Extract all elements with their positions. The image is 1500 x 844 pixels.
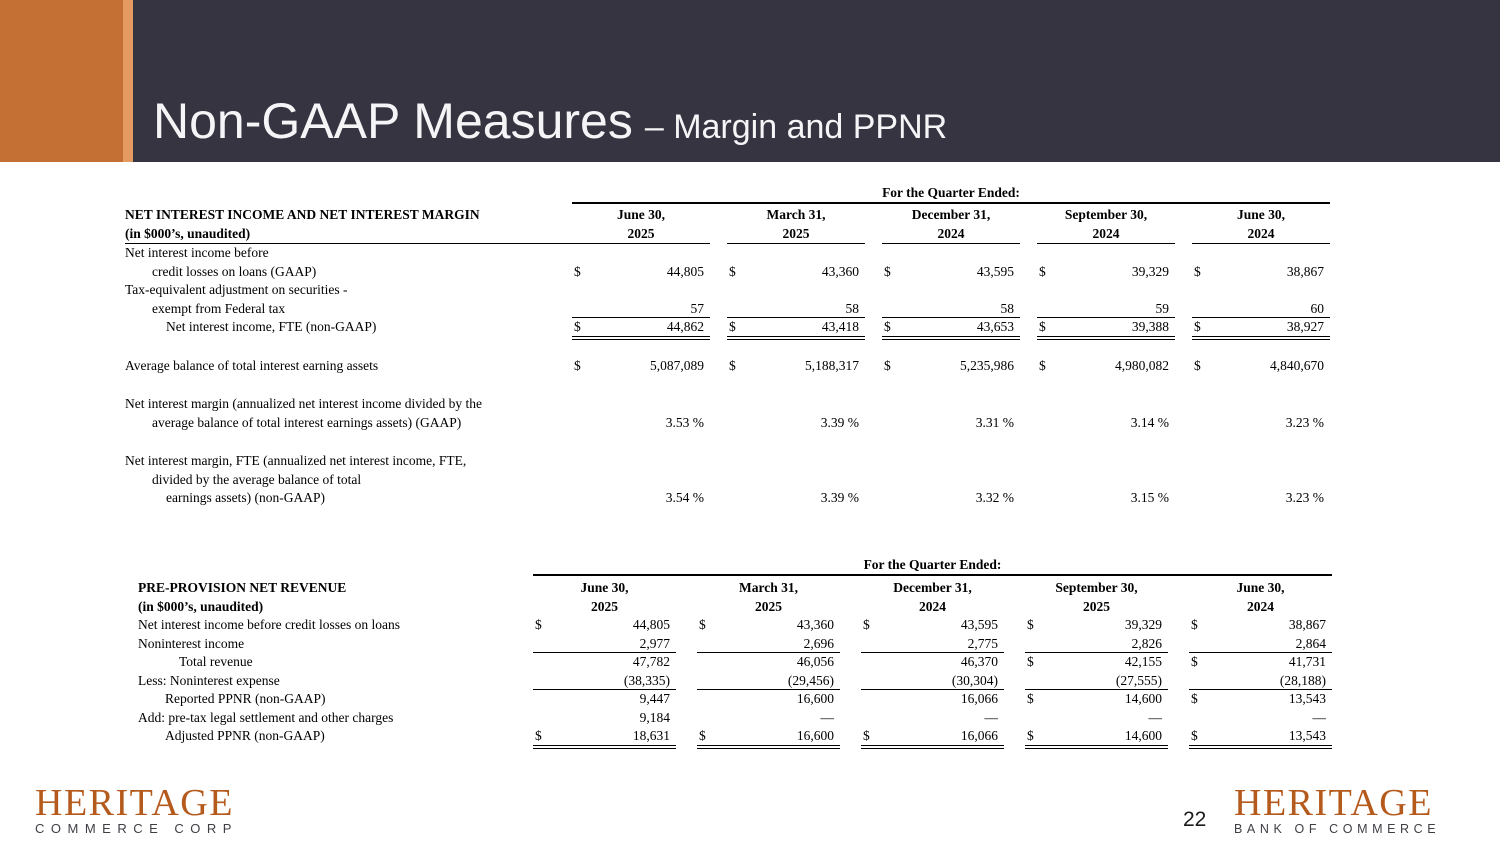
column-header-line: September 30, <box>1064 207 1148 222</box>
table-header-row <box>138 576 1332 616</box>
cell-value: 16,066 <box>960 691 998 706</box>
row-label: Noninterest income <box>138 635 245 651</box>
slide-header <box>0 0 1500 162</box>
value-cell <box>727 300 865 319</box>
column-header-line: 2024 <box>919 598 946 614</box>
table-title-line: (in $000’s, unaudited) <box>138 598 264 614</box>
column-header-line: 2024 <box>1247 598 1274 614</box>
value-cell <box>727 395 865 414</box>
cell-value: 39,329 <box>1124 617 1162 632</box>
row-label: Add: pre-tax legal settlement and other charges <box>138 709 394 725</box>
column-header <box>882 204 1020 244</box>
cell-value: 38,867 <box>1286 263 1324 279</box>
row-label: Net interest income before credit losses on loans <box>138 617 401 632</box>
column-header-line: 2024 <box>1092 225 1120 241</box>
dollar-sign: $ <box>884 357 891 373</box>
table-row <box>138 672 1332 691</box>
value-cell <box>1025 672 1168 691</box>
cell-value: 3.39 % <box>820 490 859 505</box>
cell-value: 2,977 <box>639 635 670 651</box>
value-cell <box>882 318 1020 337</box>
cell-value: 5,235,986 <box>960 357 1014 373</box>
cell-value: 60 <box>1310 300 1324 316</box>
value-cell <box>1037 489 1175 508</box>
table-row <box>138 635 1332 654</box>
cell-value: 16,600 <box>796 691 834 706</box>
value-cell <box>727 489 865 508</box>
value-cell <box>572 471 710 490</box>
table-row <box>138 690 1332 709</box>
dollar-sign: $ <box>729 357 736 373</box>
column-header-line: 2024 <box>937 225 965 241</box>
value-cell <box>1037 357 1175 376</box>
value-cell <box>533 727 676 746</box>
table-title-line: PRE-PROVISION NET REVENUE <box>138 580 347 595</box>
value-cell <box>882 263 1020 282</box>
cell-value: 2,696 <box>803 635 834 651</box>
value-cell <box>1189 727 1332 746</box>
value-cell <box>533 690 676 709</box>
dollar-sign: $ <box>1191 617 1198 632</box>
table-row <box>125 395 1330 414</box>
column-header-line: December 31, <box>911 207 991 222</box>
dollar-sign: $ <box>1194 357 1201 373</box>
column-header-line: June 30, <box>616 207 665 222</box>
cell-value: 3.39 % <box>820 414 859 430</box>
quarter-ended-spacer <box>138 556 533 576</box>
dollar-sign: $ <box>863 728 870 743</box>
value-cell <box>727 471 865 490</box>
value-cell <box>572 395 710 414</box>
cell-value: 3.23 % <box>1285 490 1324 505</box>
table-row <box>125 263 1330 282</box>
row-label: Net interest margin (annualized net interest income divided by the <box>125 396 483 411</box>
column-header-line: 2024 <box>1247 225 1275 241</box>
page-number: 22 <box>1183 808 1207 831</box>
value-cell <box>572 414 710 433</box>
cell-value: 9,184 <box>639 709 670 725</box>
row-label: Less: Noninterest expense <box>138 672 280 688</box>
heritage-bank-of-commerce-logo <box>1234 782 1441 837</box>
value-cell <box>727 263 865 282</box>
value-cell <box>572 244 710 263</box>
value-cell <box>882 244 1020 263</box>
column-header-line: 2025 <box>755 598 782 614</box>
table-row <box>125 452 1330 471</box>
quarter-ended-label: For the Quarter Ended: <box>533 556 1332 576</box>
cell-value: 58 <box>845 300 859 316</box>
accent-orange-block <box>0 0 123 162</box>
value-cell <box>861 727 1004 746</box>
cell-value: 43,595 <box>976 263 1014 279</box>
value-cell <box>861 709 1004 728</box>
table-row <box>125 318 1330 337</box>
table-title-line: NET INTEREST INCOME AND NET INTEREST MARGIN <box>125 207 480 222</box>
dollar-sign: $ <box>1191 691 1198 706</box>
logo-left-title: HERITAGE <box>35 782 234 824</box>
value-cell <box>1037 414 1175 433</box>
value-cell <box>1189 616 1332 635</box>
dollar-sign: $ <box>535 617 542 632</box>
table-row <box>138 709 1332 728</box>
value-cell <box>727 281 865 300</box>
value-cell <box>1192 263 1330 282</box>
value-cell <box>1189 690 1332 709</box>
cell-value: 3.15 % <box>1130 490 1169 505</box>
table-header-row <box>125 204 1330 244</box>
cell-value: (38,335) <box>623 672 670 688</box>
dollar-sign: $ <box>1191 728 1198 743</box>
value-cell <box>697 616 840 635</box>
value-cell <box>1192 489 1330 508</box>
value-cell <box>572 489 710 508</box>
cell-value: 2,775 <box>967 635 998 651</box>
cell-value: 2,864 <box>1295 635 1326 651</box>
row-label: Tax-equivalent adjustment on securities - <box>125 282 348 297</box>
cell-value: 2,826 <box>1131 635 1162 651</box>
dollar-sign: $ <box>1039 319 1046 334</box>
dollar-sign: $ <box>884 263 891 279</box>
cell-value: 13,543 <box>1288 691 1326 706</box>
net-interest-margin-table <box>125 184 1330 508</box>
cell-value: 4,980,082 <box>1115 357 1169 373</box>
dollar-sign: $ <box>535 728 542 743</box>
table-title <box>138 576 533 616</box>
value-cell <box>882 489 1020 508</box>
value-cell <box>861 672 1004 691</box>
table-row <box>125 357 1330 376</box>
dollar-sign: $ <box>1039 357 1046 373</box>
cell-value: 46,370 <box>960 654 998 669</box>
dollar-sign: $ <box>1027 617 1034 632</box>
value-cell <box>727 318 865 337</box>
value-cell <box>1037 244 1175 263</box>
column-header <box>727 204 865 244</box>
logo-right-subtitle: BANK OF COMMERCE <box>1234 822 1441 836</box>
dollar-sign: $ <box>729 319 736 334</box>
row-label: average balance of total interest earnings assets) (GAAP) <box>152 414 462 430</box>
heritage-commerce-corp-logo <box>35 782 238 837</box>
cell-value: (29,456) <box>787 672 834 688</box>
value-cell <box>1025 690 1168 709</box>
value-cell <box>1037 300 1175 319</box>
quarter-ended-row <box>125 184 1330 204</box>
column-header-line: March 31, <box>766 207 826 222</box>
value-cell <box>1025 727 1168 746</box>
column-header-line: 2025 <box>627 225 655 241</box>
cell-value: 16,600 <box>796 728 834 743</box>
table-row <box>138 727 1332 746</box>
value-cell <box>533 635 676 654</box>
dollar-sign: $ <box>1027 728 1034 743</box>
dollar-sign: $ <box>1039 263 1046 279</box>
cell-value: 39,388 <box>1131 319 1169 334</box>
cell-value: 16,066 <box>960 728 998 743</box>
cell-value: (27,555) <box>1115 672 1162 688</box>
dollar-sign: $ <box>1191 654 1198 669</box>
cell-value: 44,805 <box>666 263 704 279</box>
value-cell <box>1192 244 1330 263</box>
value-cell <box>533 709 676 728</box>
value-cell <box>1037 263 1175 282</box>
cell-value: — <box>984 709 998 725</box>
row-label: Reported PPNR (non-GAAP) <box>165 691 326 706</box>
cell-value: 41,731 <box>1288 654 1326 669</box>
cell-value: 3.32 % <box>975 490 1014 505</box>
cell-value: 13,543 <box>1288 728 1326 743</box>
row-label: Net interest income, FTE (non-GAAP) <box>166 319 377 334</box>
column-header <box>697 576 840 616</box>
value-cell <box>1192 414 1330 433</box>
logo-right-title: HERITAGE <box>1234 782 1433 824</box>
dollar-sign: $ <box>1194 319 1201 334</box>
cell-value: 14,600 <box>1124 728 1162 743</box>
value-cell <box>882 300 1020 319</box>
value-cell <box>1192 300 1330 319</box>
dollar-sign: $ <box>729 263 736 279</box>
row-label: Total revenue <box>179 654 253 669</box>
column-header-line: June 30, <box>1236 580 1285 595</box>
quarter-ended-row <box>138 556 1332 576</box>
value-cell <box>1192 357 1330 376</box>
dollar-sign: $ <box>574 319 581 334</box>
value-cell <box>1189 709 1332 728</box>
value-cell <box>727 244 865 263</box>
row-label: exempt from Federal tax <box>152 300 286 316</box>
dollar-sign: $ <box>699 617 706 632</box>
column-header-line: September 30, <box>1055 580 1138 595</box>
dollar-sign: $ <box>574 263 581 279</box>
cell-value: 43,653 <box>976 319 1014 334</box>
accent-orange-stripe <box>123 0 133 162</box>
cell-value: 59 <box>1155 300 1169 316</box>
row-label: divided by the average balance of total <box>152 471 362 487</box>
cell-value: 4,840,670 <box>1270 357 1324 373</box>
cell-value: — <box>1312 709 1326 725</box>
value-cell <box>697 653 840 672</box>
value-cell <box>697 635 840 654</box>
value-cell <box>882 471 1020 490</box>
column-header <box>861 576 1004 616</box>
value-cell <box>861 635 1004 654</box>
cell-value: 3.14 % <box>1130 414 1169 430</box>
cell-value: 3.23 % <box>1285 414 1324 430</box>
value-cell <box>1189 672 1332 691</box>
cell-value: 14,600 <box>1124 691 1162 706</box>
value-cell <box>572 281 710 300</box>
cell-value: 46,056 <box>796 654 834 669</box>
value-cell <box>882 357 1020 376</box>
cell-value: 5,087,089 <box>650 357 704 373</box>
column-header-line: 2025 <box>591 598 618 614</box>
value-cell <box>572 300 710 319</box>
value-cell <box>727 414 865 433</box>
title-group <box>153 93 948 149</box>
value-cell <box>882 414 1020 433</box>
quarter-ended-label: For the Quarter Ended: <box>572 184 1330 204</box>
cell-value: 3.31 % <box>975 414 1014 430</box>
column-header-line: 2025 <box>1083 598 1110 614</box>
column-header <box>533 576 676 616</box>
column-header-line: June 30, <box>580 580 629 595</box>
logo-left-subtitle: COMMERCE CORP <box>35 821 238 836</box>
value-cell <box>882 452 1020 471</box>
cell-value: 38,927 <box>1286 319 1324 334</box>
dollar-sign: $ <box>1027 654 1034 669</box>
row-label: earnings assets) (non-GAAP) <box>166 490 325 505</box>
row-label: Average balance of total interest earning assets <box>125 357 379 373</box>
cell-value: 38,867 <box>1288 617 1326 632</box>
row-label: Adjusted PPNR (non-GAAP) <box>165 728 325 743</box>
column-header-line: March 31, <box>739 580 798 595</box>
row-label: Net interest margin, FTE (annualized net interest income, FTE, <box>125 453 467 468</box>
cell-value: 43,360 <box>821 263 859 279</box>
dollar-sign: $ <box>1027 691 1034 706</box>
value-cell <box>1037 318 1175 337</box>
dollar-sign: $ <box>863 617 870 632</box>
value-cell <box>697 709 840 728</box>
value-cell <box>572 263 710 282</box>
column-header <box>1189 576 1332 616</box>
column-header-line: 2025 <box>782 225 810 241</box>
cell-value: 39,329 <box>1131 263 1169 279</box>
cell-value: 5,188,317 <box>805 357 859 373</box>
value-cell <box>697 690 840 709</box>
value-cell <box>727 357 865 376</box>
value-cell <box>861 616 1004 635</box>
value-cell <box>882 281 1020 300</box>
dollar-sign: $ <box>884 319 891 334</box>
value-cell <box>1192 318 1330 337</box>
value-cell <box>1025 653 1168 672</box>
cell-value: 43,418 <box>821 319 859 334</box>
row-label: credit losses on loans (GAAP) <box>152 263 317 279</box>
table-row <box>125 300 1330 319</box>
row-label: Net interest income before <box>125 245 269 260</box>
value-cell <box>533 653 676 672</box>
cell-value: 3.54 % <box>665 490 704 505</box>
table-row <box>138 616 1332 635</box>
table-row <box>125 414 1330 433</box>
value-cell <box>861 690 1004 709</box>
value-cell <box>1037 395 1175 414</box>
column-header <box>572 204 710 244</box>
value-cell <box>1025 616 1168 635</box>
cell-value: 3.53 % <box>665 414 704 430</box>
table-row <box>125 471 1330 490</box>
cell-value: 58 <box>1000 300 1014 316</box>
dollar-sign: $ <box>574 357 581 373</box>
cell-value: 43,360 <box>796 617 834 632</box>
value-cell <box>572 357 710 376</box>
table-row <box>125 281 1330 300</box>
cell-value: 47,782 <box>632 654 670 669</box>
value-cell <box>1189 635 1332 654</box>
column-header <box>1025 576 1168 616</box>
value-cell <box>1037 452 1175 471</box>
ppnr-table <box>138 556 1332 746</box>
dollar-sign: $ <box>1194 263 1201 279</box>
cell-value: (30,304) <box>951 672 998 688</box>
page-title: Non-GAAP Measures <box>153 93 633 149</box>
cell-value: 9,447 <box>639 691 670 706</box>
cell-value: (28,188) <box>1279 672 1326 688</box>
table-row <box>125 244 1330 263</box>
value-cell <box>697 727 840 746</box>
page-subtitle: – Margin and PPNR <box>644 108 948 146</box>
quarter-ended-spacer <box>125 184 572 204</box>
table-row <box>138 653 1332 672</box>
value-cell <box>697 672 840 691</box>
cell-value: 43,595 <box>960 617 998 632</box>
value-cell <box>533 616 676 635</box>
value-cell <box>727 452 865 471</box>
column-header-line: December 31, <box>893 580 972 595</box>
table-row <box>125 489 1330 508</box>
value-cell <box>861 653 1004 672</box>
column-header <box>1037 204 1175 244</box>
value-cell <box>1037 471 1175 490</box>
table-title-line: (in $000’s, unaudited) <box>125 225 251 241</box>
value-cell <box>572 452 710 471</box>
value-cell <box>572 318 710 337</box>
value-cell <box>1025 709 1168 728</box>
value-cell <box>533 672 676 691</box>
value-cell <box>1037 281 1175 300</box>
column-header-line: June 30, <box>1236 207 1285 222</box>
value-cell <box>1192 452 1330 471</box>
value-cell <box>1192 395 1330 414</box>
cell-value: — <box>1148 709 1162 725</box>
value-cell <box>882 395 1020 414</box>
cell-value: 18,631 <box>632 728 670 743</box>
value-cell <box>1189 653 1332 672</box>
value-cell <box>1192 281 1330 300</box>
cell-value: 57 <box>690 300 704 316</box>
cell-value: 44,862 <box>666 319 704 334</box>
cell-value: 44,805 <box>632 617 670 632</box>
cell-value: — <box>820 709 834 725</box>
value-cell <box>1025 635 1168 654</box>
cell-value: 42,155 <box>1124 654 1162 669</box>
dollar-sign: $ <box>699 728 706 743</box>
title-bar <box>133 0 1500 162</box>
column-header <box>1192 204 1330 244</box>
table-title <box>125 204 572 244</box>
value-cell <box>1192 471 1330 490</box>
